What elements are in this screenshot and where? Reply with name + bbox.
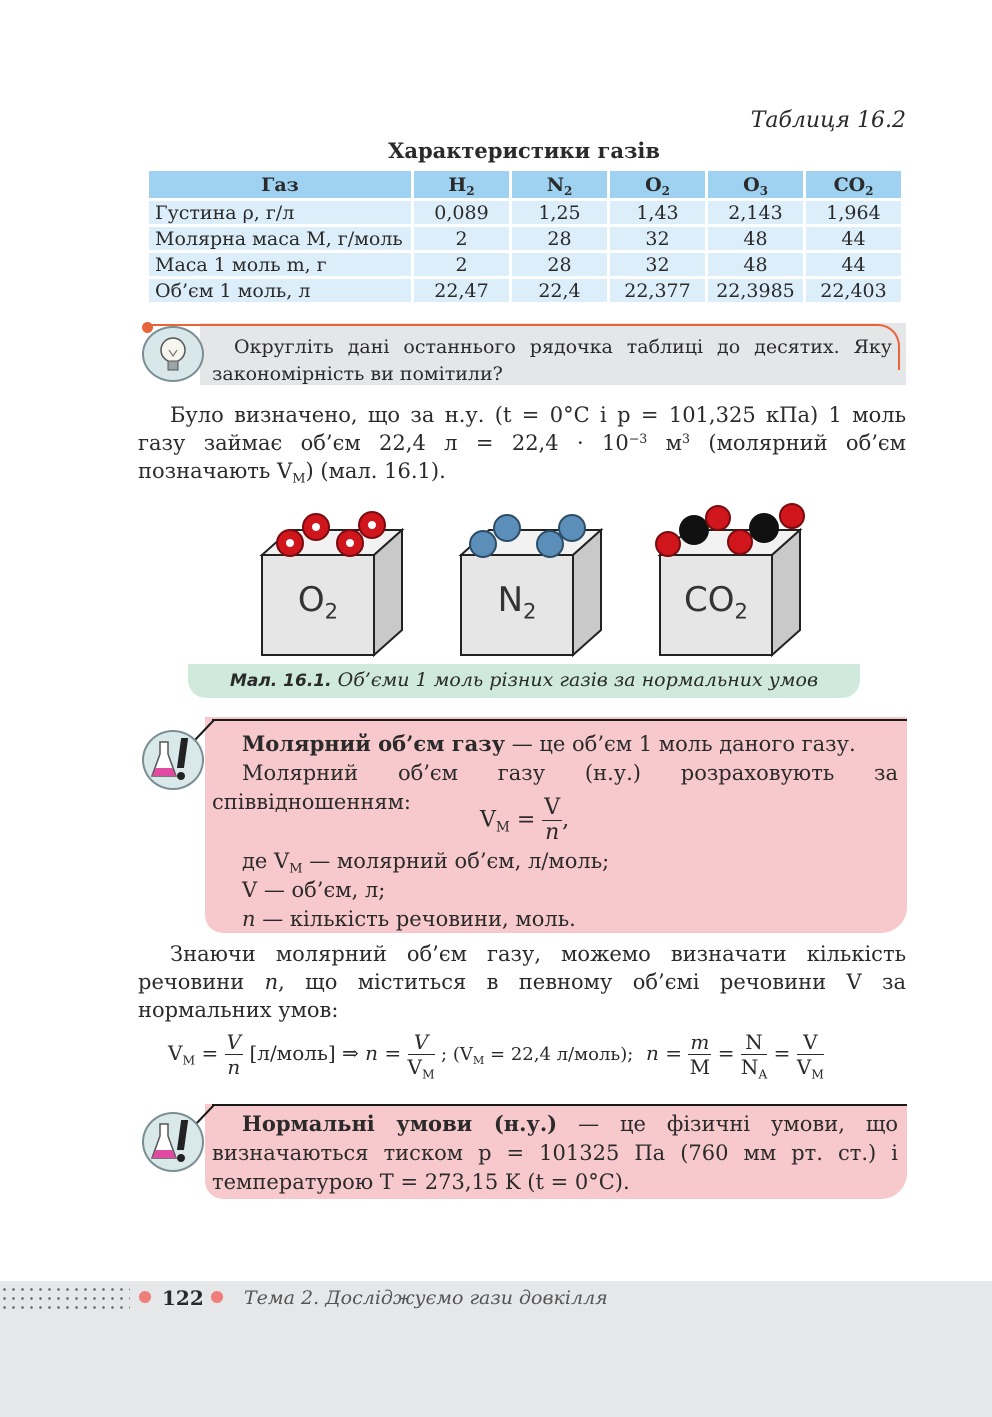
- table-number: Таблиця 16.2: [750, 108, 906, 133]
- definition-top-line: [212, 719, 907, 721]
- footer-dot-right: [211, 1291, 223, 1303]
- table-row: [149, 201, 901, 224]
- figure-caption: [188, 664, 860, 698]
- table-cell: 28: [512, 253, 607, 276]
- table-cell: 22,403: [806, 279, 901, 302]
- figure-number: Мал. 16.1.: [229, 671, 332, 691]
- table-cell: 22,377: [610, 279, 705, 302]
- topic-title: Тема 2. Досліджуємо гази довкілля: [244, 1287, 608, 1309]
- table-cell: 2: [414, 227, 509, 250]
- table-cell: 0,089: [414, 201, 509, 224]
- table-cell: 22,3985: [708, 279, 803, 302]
- header-cell: $CO_2$: [806, 171, 901, 198]
- formula-vm: $V_M$ = $\frac{V}{n}$ ,: [480, 795, 570, 845]
- table-cell: 2,143: [708, 201, 803, 224]
- lightbulb-icon: [142, 326, 204, 382]
- table-cell: 48: [708, 227, 803, 250]
- header-cell: $O_2$: [610, 171, 705, 198]
- header-cell: $H_2$: [414, 171, 509, 198]
- footer-dot-left: [139, 1291, 151, 1303]
- table-cell: 22,47: [414, 279, 509, 302]
- flask-exclamation-icon: [142, 1112, 204, 1172]
- cube-label-co2: $CO_2$: [684, 580, 748, 624]
- header-cell: $N_2$: [512, 171, 607, 198]
- table-row: [149, 227, 901, 250]
- table-cell: 32: [610, 227, 705, 250]
- term-normal-conditions: Нормальні умови (н.у.): [242, 1111, 558, 1136]
- table-header-row: [149, 171, 901, 198]
- cube-label-n2: $N_2$: [497, 580, 537, 624]
- table-cell: 1,43: [610, 201, 705, 224]
- table-cell: 1,964: [806, 201, 901, 224]
- amount-paragraph: Знаючи молярний об’єм газу, можемо визначати кількість речовини n, що міститься в певному об’ємі речовини V за нормальних умов:: [138, 942, 906, 1022]
- table-cell: 32: [610, 253, 705, 276]
- molar-volume-paragraph: Було визначено, що за н.у. (t = 0°C і p = 101,325 кПа) 1 моль газу займає об’єм 22,4 $л = 22,4 \cdot 10^{-3}$ $м^3$ (молярний об’єм позначають $V_M$) (мал. 16.1).: [138, 403, 906, 487]
- where-list: де $V_M$ — молярний об’єм, л/моль; V — об’єм, л; n — кількість речовини, моль.: [242, 849, 610, 931]
- table-cell: 44: [806, 227, 901, 250]
- definition-normal-conditions-text: Нормальні умови (н.у.) — це фізичні умови, що визначаються тиском p = 101325 Па (760 мм рт. ст.) і температурою T = 273,15 K (t = 0°C).: [212, 1111, 898, 1194]
- table-cell: 28: [512, 227, 607, 250]
- table-cell: Об’єм 1 моль, л: [149, 279, 411, 302]
- question-text: Округліть дані останнього рядочка таблиці до десятих. Яку закономірність ви помітили?: [212, 336, 892, 385]
- table-cell: 1,25: [512, 201, 607, 224]
- flask-exclamation-icon: [142, 730, 204, 790]
- definition-molar-volume-text: Молярний об’єм газу — це об’єм 1 моль даного газу. Молярний об’єм газу (н.у.) розраховують за співвідношенням:: [212, 729, 898, 817]
- table-row: [149, 253, 901, 276]
- formula-line: $V_M$ = $\frac{V}{n}$ [л/моль] ⇒ n = $\frac{V}{V_M}$ ; ($V_M = 22,4$ л/моль); n = $\frac{m}{M}$ = $\frac{N}{N_A}$ = $\frac{V}{V_M}$: [168, 1030, 824, 1082]
- table-cell: Молярна маса M, г/моль: [149, 227, 411, 250]
- table-cell: Маса 1 моль m, г: [149, 253, 411, 276]
- definition-line2: Молярний об’єм газу (н.у.) розраховують за співвідношенням:: [212, 761, 898, 814]
- cube-label-o2: $O_2$: [297, 580, 339, 624]
- term-molar-volume: Молярний об’єм газу: [242, 731, 506, 756]
- table-cell: 48: [708, 253, 803, 276]
- table-row: [149, 279, 901, 302]
- definition-top-line: [212, 1104, 907, 1106]
- footer-dot-pattern: [0, 1285, 130, 1311]
- table-cell: Густина ρ, г/л: [149, 201, 411, 224]
- gas-characteristics-table: [146, 168, 904, 305]
- table-cell: 22,4: [512, 279, 607, 302]
- page-number: 122: [162, 1286, 204, 1310]
- table-cell: 44: [806, 253, 901, 276]
- table-title: Характеристики газів: [388, 138, 660, 163]
- figure-caption-text: Об’єми 1 моль різних газів за нормальних умов: [331, 669, 819, 691]
- header-cell: Газ: [149, 171, 411, 198]
- table-cell: 2: [414, 253, 509, 276]
- header-cell: $O_3$: [708, 171, 803, 198]
